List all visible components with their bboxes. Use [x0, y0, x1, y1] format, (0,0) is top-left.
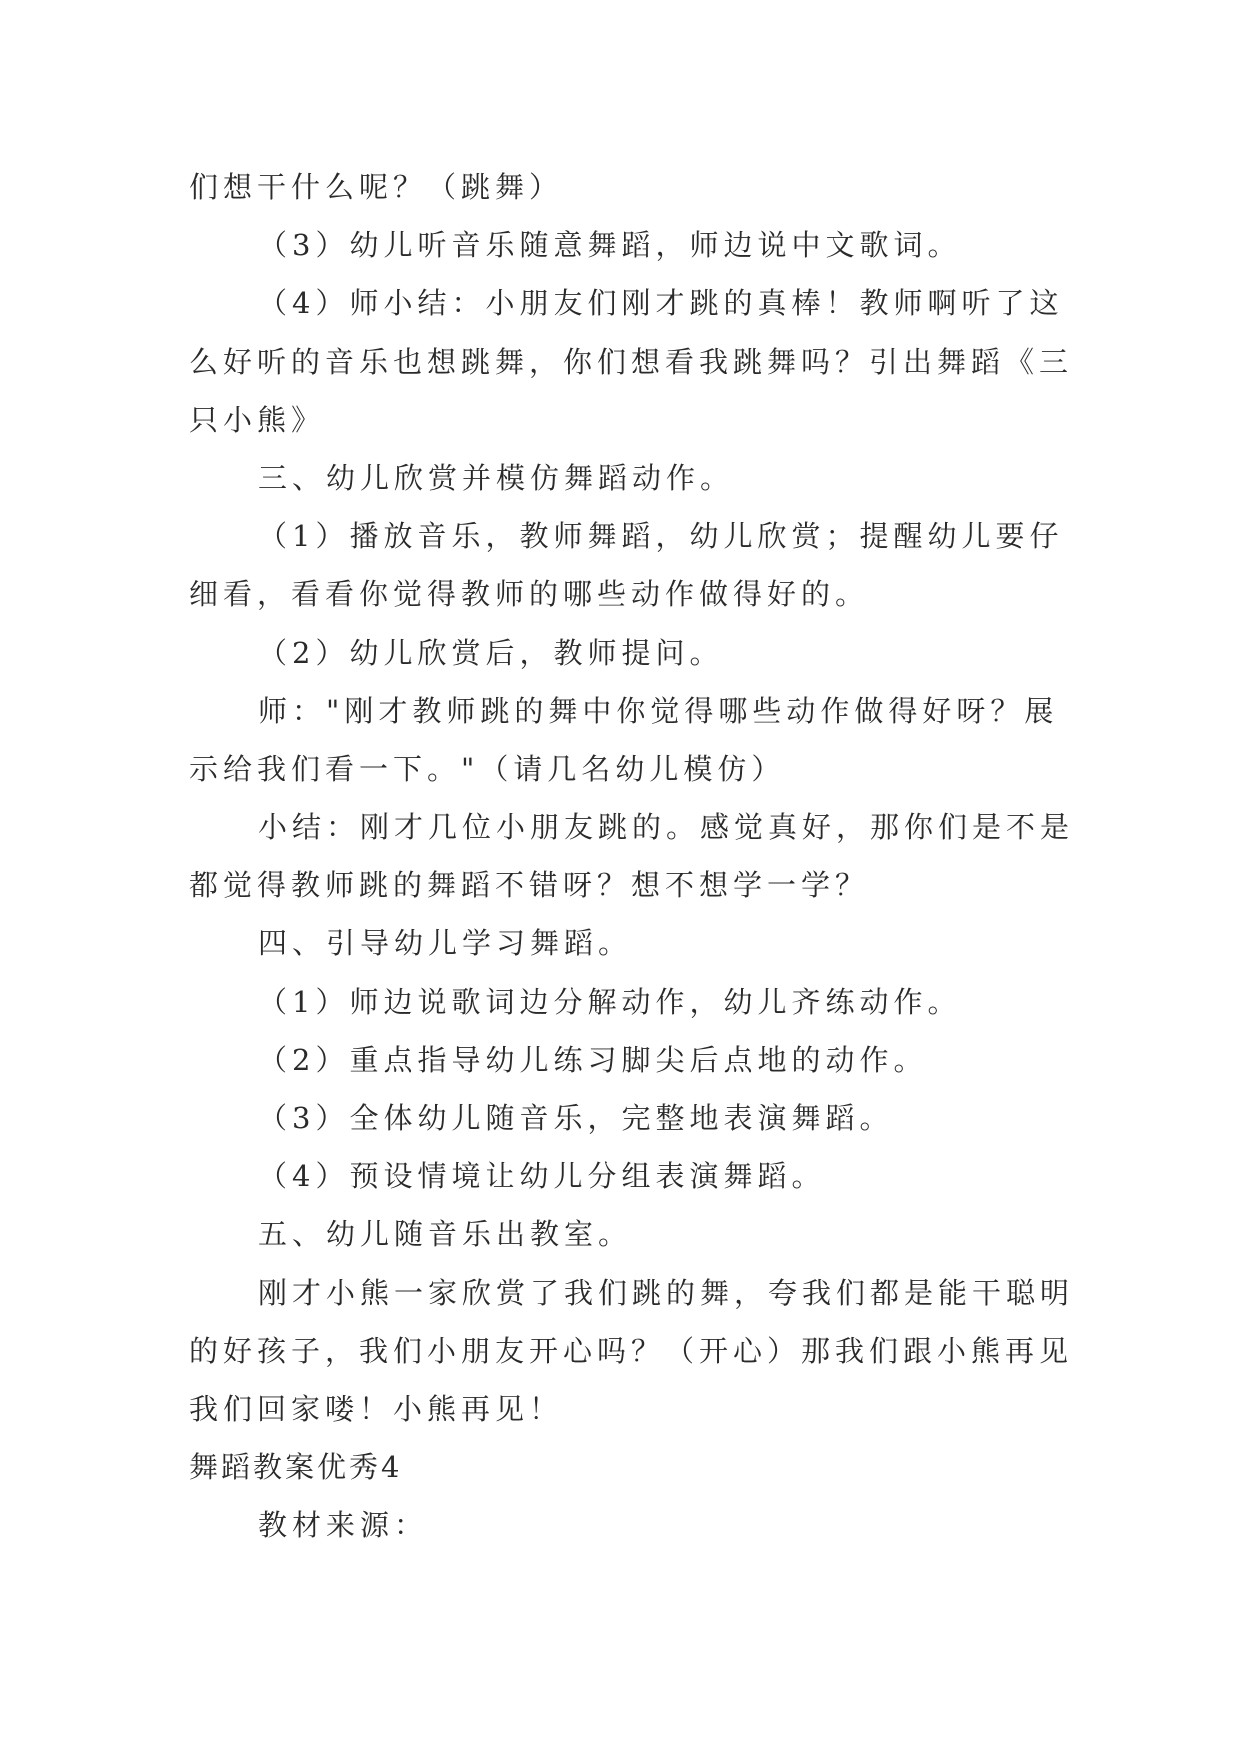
text-line: （1）师边说歌词边分解动作，幼儿齐练动作。	[258, 984, 962, 1019]
section-heading: 四、引导幼儿学习舞蹈。	[258, 926, 633, 961]
text-line: 么好听的音乐也想跳舞，你们想看我跳舞吗？引出舞蹈《三	[189, 344, 1074, 379]
text-line: 示给我们看一下。"（请几名幼儿模仿）	[189, 751, 786, 786]
text-line: 小结：刚才几位小朋友跳的。感觉真好，那你们是不是	[258, 810, 1075, 845]
document-body	[189, 158, 1075, 1555]
text-line: 师："刚才教师跳的舞中你觉得哪些动作做得好呀？展	[258, 693, 1059, 728]
text-line: 都觉得教师跳的舞蹈不错呀？想不想学一学？	[189, 868, 870, 903]
text-line: （2）幼儿欣赏后，教师提问。	[258, 635, 724, 670]
text-line: （2）重点指导幼儿练习脚尖后点地的动作。	[258, 1042, 928, 1077]
text-line: （4）预设情境让幼儿分组表演舞蹈。	[258, 1159, 826, 1194]
text-line: 们想干什么呢？（跳舞）	[189, 170, 564, 204]
section-heading: 三、幼儿欣赏并模仿舞蹈动作。	[258, 460, 735, 495]
text-line: 刚才小熊一家欣赏了我们跳的舞，夸我们都是能干聪明	[258, 1275, 1075, 1310]
text-line: （3）幼儿听音乐随意舞蹈，师边说中文歌词。	[258, 228, 962, 263]
section-heading: 五、幼儿随音乐出教室。	[258, 1217, 633, 1252]
text-line: 只小熊》	[189, 402, 326, 437]
document-title: 舞蹈教案优秀4	[189, 1450, 403, 1485]
text-line: （1）播放音乐，教师舞蹈，幼儿欣赏；提醒幼儿要仔	[258, 519, 1064, 554]
text-line: 细看，看看你觉得教师的哪些动作做得好的。	[189, 577, 870, 612]
text-line: 教材来源：	[258, 1508, 429, 1543]
text-line: （3）全体幼儿随音乐，完整地表演舞蹈。	[258, 1101, 894, 1135]
text-line: 我们回家喽！小熊再见！	[189, 1391, 564, 1426]
text-line: 的好孩子，我们小朋友开心吗？（开心）那我们跟小熊再见	[189, 1333, 1074, 1368]
text-line: （4）师小结：小朋友们刚才跳的真棒！教师啊听了这	[258, 286, 1064, 321]
